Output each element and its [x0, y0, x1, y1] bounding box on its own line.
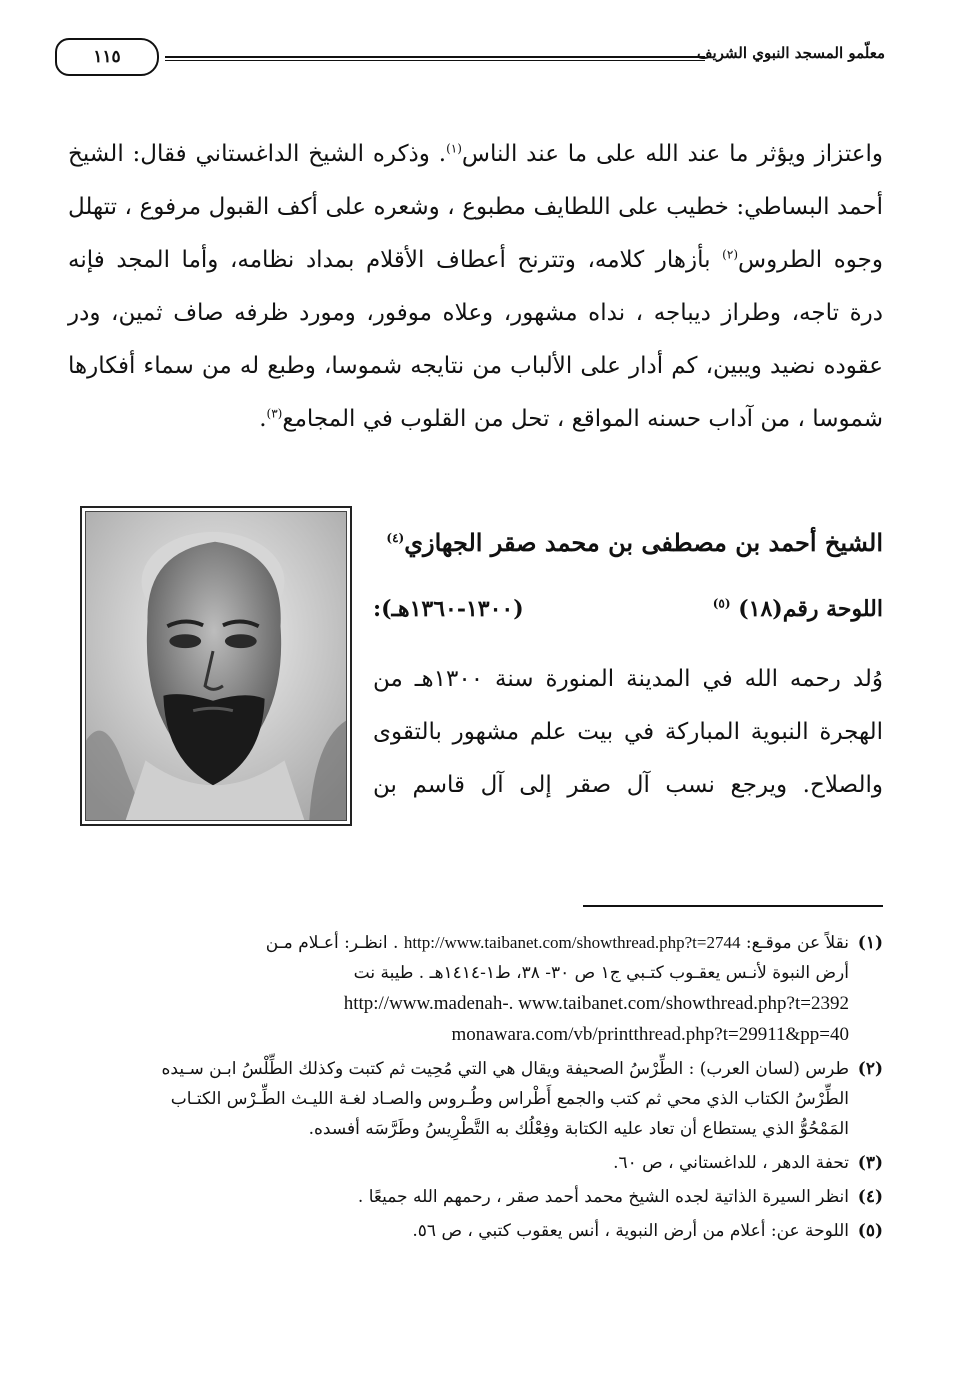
body-line: درة تاجه، وطراز ديباجه ، نداه مشهور، وعلاه موفور، ومورد ظرفه صاف ثمين، ودر [68, 300, 883, 326]
bio-paragraph [373, 650, 883, 809]
body-line: شموسا ، من آداب حسنه المواقع ، تحل من القلوب في المجامع$^{(٣)}$. [259, 406, 883, 432]
footnote-1: (١)نقلاً عن موقـع: http://www.taibanet.com/showthread.php?t=2744 . انظـر: أعـلام مـن أرض النبوة لأنـس يعقـوب كتـبي ج١ ص ٣٠- ٣٨، ط١-١٤١٤هـ . طيبة نت http://www.madenah-. www.taibanet.com/showthread.php?t=2392 monawara.com/vb/printthread.php?t=29911&pp=40 [68, 928, 883, 1050]
body-line: أحمد البساطي: خطيب على اللطايف مطبوع ، وشعره على أكف القبول مرفوع ، تتهلل [68, 194, 883, 220]
footnote-ref: (٣) [266, 406, 283, 421]
footnote-link[interactable]: monawara.com/vb/printthread.php?t=29911&pp=40 [451, 1024, 849, 1045]
header-rule [165, 56, 705, 61]
portrait-photo [80, 506, 352, 826]
bio-line: والصلاح. ويرجع نسب آل صقر إلى آل قاسم بن [373, 772, 883, 798]
running-title: معلّمو المسجد النبوي الشريف [696, 44, 885, 62]
footnotes [68, 928, 883, 1246]
footnote-ref: (٢) [722, 247, 738, 262]
body-line: عقوده نضيد ويبين، كم أدار على الألباب من نتايجه شموسا، وطبع له من سماء أفكارها [68, 353, 883, 379]
portrait-image [86, 512, 346, 820]
main-paragraph [68, 128, 883, 446]
footnote-2: (٢)طرس (لسان العرب) : الطِّرْسُ الصحيفة ويقال هي التي مُحِيت ثم كتبت وكذلك الطِّلْسُ ابـن سـيده الطِّرْسُ الكتاب الذي محي ثم كتب والجمع أَطْراس وطُـروس والصـاد لغـة الليـث الطِّـرْس الكتـاب المَمْحُوُّ الذي يستطاع أن تعاد عليه الكتابة وفِعْلُك به التَّطْرِيسُ وطَرَّسَه أفسده. [161, 1059, 883, 1139]
bio-line: الهجرة النبوية المباركة في بيت علم مشهور بالتقوى [373, 719, 883, 745]
plate-number: اللوحة رقم(١٨) $^{(٥)}$ [712, 596, 883, 622]
footnote-link[interactable]: http://www.madenah-. www.taibanet.com/showthread.php?t=2392 [343, 993, 849, 1014]
footnote-ref: (١) [446, 141, 462, 156]
bio-heading: الشيخ أحمد بن مصطفى بن محمد صقر الجهازي$^{(٤)}$ [386, 528, 883, 557]
body-line: وجوه الطروس$^{(٢)}$ بأزهار كلامه، وتترنح أعطاف الأقلام بمداد نظامه، وأما المجد فإنه [68, 247, 883, 273]
footnote-3: (٣)تحفة الدهر ، للداغستاني ، ص ٦٠. [613, 1153, 883, 1173]
footnote-ref: (٤) [386, 531, 405, 545]
footnote-4: (٤)انظر السيرة الذاتية لجده الشيخ محمد أحمد صقر ، رحمهم الله جميعًا . [357, 1187, 883, 1207]
page-header [55, 38, 885, 78]
footnote-separator [583, 905, 883, 907]
page-number: ١١٥ [55, 38, 159, 76]
body-line: واعتزاز ويؤثر ما عند الله على ما عند الناس$^{(١)}$. وذكره الشيخ الداغستاني فقال: الشيخ [68, 141, 883, 167]
bio-dates [373, 596, 883, 636]
bio-years: (١٣٠٠-١٣٦٠هـ): [373, 596, 524, 622]
footnote-5: (٥)اللوحة عن: أعلام من أرض النبوية ، أنس يعقوب كتبي ، ص ٥٦. [412, 1221, 883, 1241]
footnote-link[interactable]: http://www.taibanet.com/showthread.php?t=2744 [403, 933, 741, 952]
bio-line: وُلد رحمه الله في المدينة المنورة سنة ١٣٠٠هـ من [373, 666, 884, 692]
